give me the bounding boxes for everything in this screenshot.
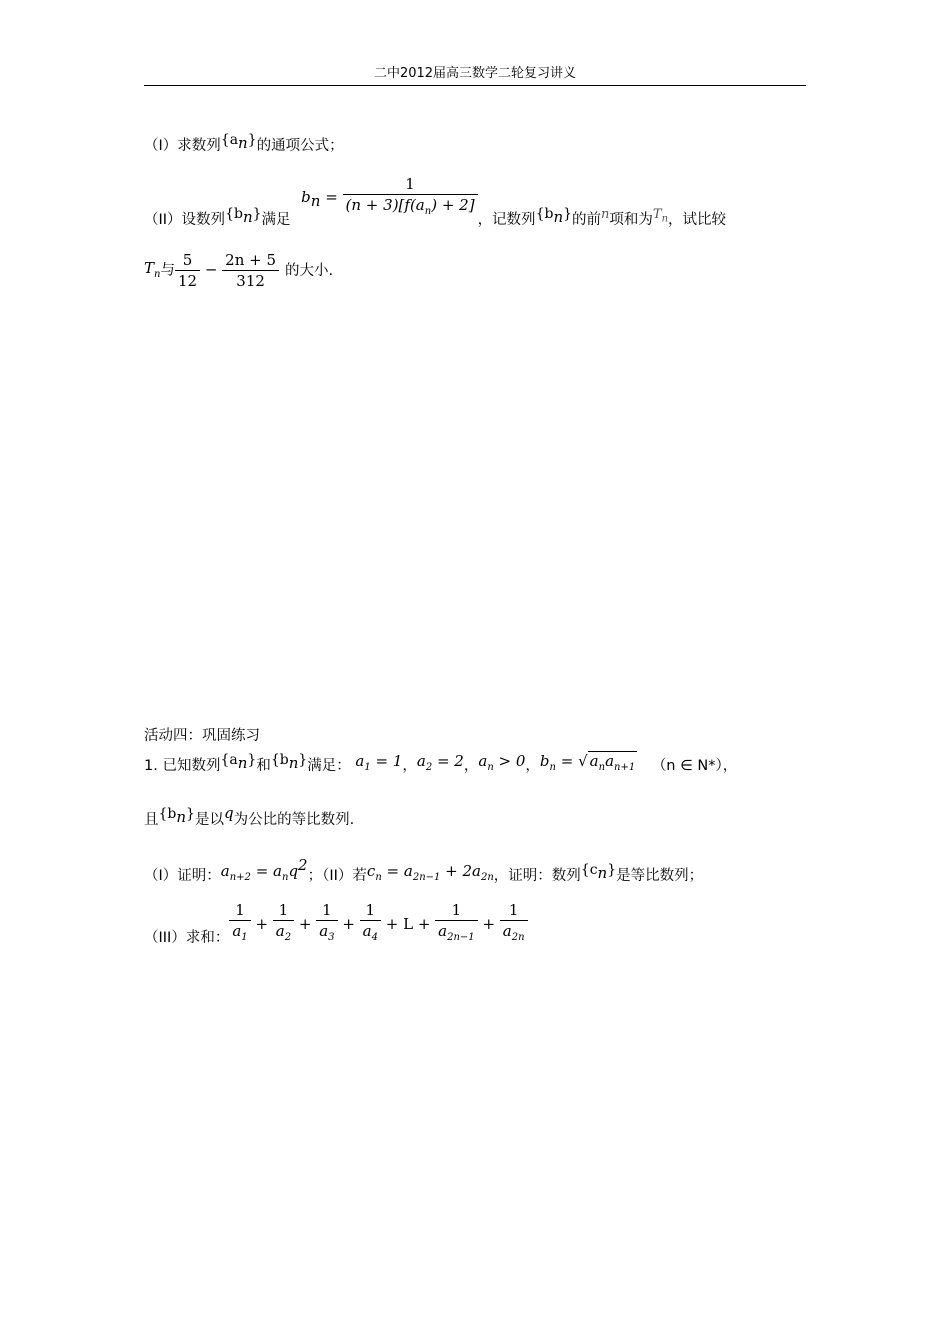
part2-text5: ，试比较 (668, 212, 727, 228)
set-a-n: $\{a_n\}$ (220, 132, 257, 152)
q1-l3-end: 是等比数列； (616, 868, 704, 884)
q1-l2-mid: 是以 (194, 812, 224, 828)
bn-lhs-sub: n (310, 191, 321, 210)
q1-manzu: 满足： (307, 758, 351, 774)
set-c-n: $\{c_n\}$ (580, 862, 617, 882)
cond-bn: $b_n$ = √ $a_na_{n+1}$ (539, 752, 636, 773)
sum-term-1-num: 1 (229, 900, 250, 921)
sum-tail-term-1-den: $a_{2n-1}$ (438, 922, 475, 943)
part2-text4: 项和为 (609, 212, 653, 228)
sum-tail-term-2-den: $a_{2n}$ (502, 922, 525, 943)
minus: − (200, 260, 223, 279)
sum-term-1 (229, 900, 250, 948)
activity-heading: 活动四：巩固练习 (144, 728, 260, 744)
q1-line-3 (144, 856, 704, 888)
formula-cn: $c_n = a_{2n-1} + 2a_{2n}$ (366, 862, 494, 883)
part1-suffix: 的通项公式； (256, 138, 344, 154)
sep-3: ， (525, 758, 540, 774)
plus-sign: + (413, 915, 436, 933)
sum-term-4-num: 1 (360, 900, 381, 921)
bn-formula (301, 174, 477, 222)
set-b-n-2: $\{b_n\}$ (535, 206, 573, 226)
cond-a1: $a_1 = 1$ (355, 752, 403, 773)
bn-eq: = (320, 188, 343, 206)
part2-prefix: （II）设数列 (144, 212, 226, 228)
sum-term-2-num: 1 (273, 900, 294, 921)
sep-2: ， (463, 758, 479, 774)
sum-tail-term-2 (500, 900, 528, 948)
q1-l2-prefix: 且 (144, 812, 159, 828)
bn-den: $(n + 3)[f(a_n) + 2]$ (345, 196, 475, 217)
problem-part-2 (144, 174, 727, 228)
bn-lhs: b (301, 188, 311, 206)
q1-line-2 (144, 804, 355, 832)
set-b-n-l2: $\{b_n\}$ (158, 806, 195, 826)
q1-l2-suffix: 为公比的等比数列. (233, 812, 355, 828)
plus-sign: + (477, 915, 500, 933)
sum-term-4-den: $a_4$ (362, 922, 378, 943)
header-rule (144, 85, 806, 86)
q1-prefix: 1. 已知数列 (144, 758, 221, 774)
T-n: $T_n$ (652, 207, 669, 225)
q1-line-1 (144, 754, 737, 778)
q1-l4-prefix: （III）求和： (144, 930, 230, 946)
sum-term-4 (360, 900, 381, 948)
bn-num: 1 (343, 174, 478, 195)
cond-n-in-N: （n ∈ N*） (651, 758, 723, 774)
set-b-n: $\{b_n\}$ (225, 206, 262, 226)
plus-sign: + (250, 915, 273, 933)
sum-term-3 (316, 900, 337, 948)
sum-tail-term-1-num: 1 (435, 900, 478, 921)
T-n-compare: $T_n$ (144, 258, 161, 280)
sep-1: ， (402, 758, 417, 774)
plus-sign: + (337, 915, 360, 933)
part1-prefix: （I）求数列 (144, 138, 221, 154)
page-header-title: 二中2012届高三数学二轮复习讲义 (373, 66, 577, 81)
sum-term-1-den: $a_1$ (232, 922, 248, 943)
sum-term-2-den: $a_2$ (275, 922, 292, 943)
plus-sign: + (380, 915, 404, 933)
sum-term-3-den: $a_3$ (319, 922, 335, 943)
cond-a2: $a_2 = 2$ (416, 752, 464, 773)
set-a-n-q1: $\{a_n\}$ (220, 752, 257, 772)
problem-part-1 (144, 134, 344, 158)
frac-2n5-312: $\frac{2n + 5}{312}$ (222, 250, 279, 291)
q1-line1-end: ， (722, 758, 738, 774)
sum-term-2 (273, 900, 294, 948)
q1-l3-sep: ；（II）若 (307, 868, 367, 884)
q1-l3-part1: （I）证明： (144, 868, 221, 884)
sum-term-3-num: 1 (316, 900, 337, 921)
q-var: q (223, 804, 234, 822)
ellipsis: L (403, 915, 414, 933)
n-var: n (601, 207, 610, 222)
sum-expression (229, 900, 527, 948)
q1-he: 和 (256, 758, 271, 774)
q1-l3-mid: ，证明：数列 (493, 868, 581, 884)
problem-part-3 (144, 250, 333, 291)
plus-sign: + (294, 915, 317, 933)
set-b-n-q1: $\{b_n\}$ (270, 752, 308, 772)
frac-5-12: $\frac{5}{12}$ (175, 250, 200, 291)
part3-suffix: 的大小. (285, 262, 334, 279)
formula-an2: $a_{n+2} = a_nq^2$ (220, 856, 308, 883)
part2-text2: ，记数列 (477, 212, 536, 228)
sqrt: √ $a_na_{n+1}$ (578, 752, 636, 773)
yu: 与 (160, 262, 175, 279)
cond-an: $a_n > 0$ (478, 752, 526, 773)
bn-fraction (343, 174, 478, 222)
sum-tail-term-1 (435, 900, 478, 948)
q1-line-4 (144, 900, 528, 948)
part2-text3: 的前 (572, 212, 602, 228)
part2-manzu: 满足 (261, 212, 291, 228)
sum-tail-term-2-num: 1 (500, 900, 528, 921)
